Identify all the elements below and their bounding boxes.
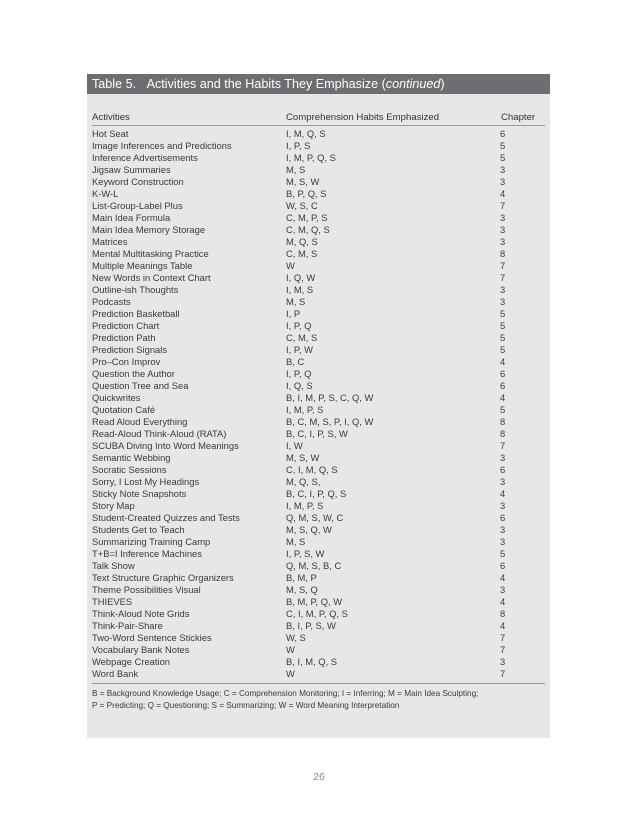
chapter-cell: 8 xyxy=(500,416,506,427)
chapter-cell: 3 xyxy=(500,176,506,187)
chapter-cell: 4 xyxy=(500,392,506,403)
chapter-cell: 4 xyxy=(500,188,506,199)
chapter-cell: 4 xyxy=(500,620,506,631)
table-row xyxy=(92,380,545,392)
table-row xyxy=(92,656,545,668)
chapter-cell: 5 xyxy=(500,140,506,151)
chapter-cell: 7 xyxy=(500,632,506,643)
habits-cell: B, C xyxy=(286,356,305,367)
table-row xyxy=(92,128,545,140)
habits-cell: M, S xyxy=(286,164,306,175)
habits-cell: B, C, I, P, S, W xyxy=(286,428,348,439)
table-row xyxy=(92,164,545,176)
activity-cell: Quickwrites xyxy=(92,392,141,403)
table-row xyxy=(92,248,545,260)
chapter-cell: 7 xyxy=(500,644,506,655)
activity-cell: Talk Show xyxy=(92,560,135,571)
table-row xyxy=(92,356,545,368)
habits-cell: I, M, P, S xyxy=(286,500,324,511)
habits-cell: I, M, Q, S xyxy=(286,128,326,139)
chapter-cell: 8 xyxy=(500,608,506,619)
chapter-cell: 3 xyxy=(500,284,506,295)
habits-cell: M, S, W xyxy=(286,452,320,463)
habits-cell: I, M, P, Q, S xyxy=(286,152,336,163)
chapter-cell: 8 xyxy=(500,248,506,259)
habits-cell: W xyxy=(286,668,295,679)
table-row xyxy=(92,452,545,464)
habits-cell: I, P, S, W xyxy=(286,548,325,559)
table-legend xyxy=(92,688,547,712)
chapter-cell: 6 xyxy=(500,380,506,391)
page-number: 26 xyxy=(313,771,325,783)
activity-cell: Outline-ish Thoughts xyxy=(92,284,179,295)
habits-cell: B, M, P, Q, W xyxy=(286,596,343,607)
chapter-cell: 5 xyxy=(500,404,506,415)
activity-cell: Students Get to Teach xyxy=(92,524,185,535)
activity-cell: K-W-L xyxy=(92,188,119,199)
table-row xyxy=(92,404,545,416)
habits-cell: I, Q, S xyxy=(286,380,313,391)
table-row xyxy=(92,608,545,620)
habits-cell: I, P, Q xyxy=(286,320,312,331)
habits-cell: B, C, M, S, P, I, Q, W xyxy=(286,416,374,427)
table-row xyxy=(92,152,545,164)
table-row xyxy=(92,512,545,524)
habits-cell: C, M, S xyxy=(286,332,318,343)
activity-cell: Semantic Webbing xyxy=(92,452,171,463)
habits-cell: I, Q, W xyxy=(286,272,316,283)
table-row xyxy=(92,332,545,344)
activity-cell: List-Group-Label Plus xyxy=(92,200,183,211)
activity-cell: T+B=I Inference Machines xyxy=(92,548,202,559)
chapter-cell: 3 xyxy=(500,656,506,667)
habits-cell: M, S xyxy=(286,536,306,547)
table-continued: continued xyxy=(385,77,441,91)
table-row xyxy=(92,476,545,488)
habits-cell: W xyxy=(286,260,295,271)
habits-cell: C, I, M, Q, S xyxy=(286,464,338,475)
table-label: Table 5. xyxy=(92,77,137,91)
habits-cell: I, M, P, S xyxy=(286,404,324,415)
activity-cell: Mental Multitasking Practice xyxy=(92,248,209,259)
header-habits: Comprehension Habits Emphasized xyxy=(286,112,440,123)
activity-cell: Main Idea Memory Storage xyxy=(92,224,206,235)
chapter-cell: 7 xyxy=(500,440,506,451)
habits-cell: C, M, S xyxy=(286,248,318,259)
chapter-cell: 3 xyxy=(500,524,506,535)
habits-cell: I, P xyxy=(286,308,301,319)
habits-cell: I, P, W xyxy=(286,344,313,355)
table-row xyxy=(92,584,545,596)
activity-cell: Hot Seat xyxy=(92,128,129,139)
activity-cell: Read-Aloud Think-Aloud (RATA) xyxy=(92,428,227,439)
activity-cell: New Words in Context Chart xyxy=(92,272,211,283)
habits-cell: B, I, P, S, W xyxy=(286,620,336,631)
chapter-cell: 3 xyxy=(500,212,506,223)
table-panel xyxy=(87,74,550,738)
activity-cell: Think-Aloud Note Grids xyxy=(92,608,190,619)
table-row xyxy=(92,344,545,356)
activity-cell: Inference Advertisements xyxy=(92,152,198,163)
habits-cell: B, I, M, Q, S xyxy=(286,656,338,667)
activity-cell: Keyword Construction xyxy=(92,176,184,187)
table-row xyxy=(92,368,545,380)
chapter-cell: 6 xyxy=(500,560,506,571)
chapter-cell: 4 xyxy=(500,488,506,499)
habits-cell: I, M, S xyxy=(286,284,314,295)
table-row xyxy=(92,236,545,248)
habits-cell: M, S, Q, W xyxy=(286,524,332,535)
habits-cell: M, Q, S, xyxy=(286,476,321,487)
habits-cell: M, S, W xyxy=(286,176,320,187)
activity-cell: Prediction Signals xyxy=(92,344,168,355)
activity-cell: Two-Word Sentence Stickies xyxy=(92,632,212,643)
habits-cell: Q, M, S, B, C xyxy=(286,560,342,571)
table-row xyxy=(92,308,545,320)
table-row xyxy=(92,644,545,656)
activity-cell: Read Aloud Everything xyxy=(92,416,188,427)
habits-cell: W, S, C xyxy=(286,200,318,211)
chapter-cell: 6 xyxy=(500,368,506,379)
table-row xyxy=(92,560,545,572)
habits-cell: I, P, S xyxy=(286,140,311,151)
table-row xyxy=(92,224,545,236)
activity-cell: Theme Possibilities Visual xyxy=(92,584,201,595)
table-row xyxy=(92,272,545,284)
table-row xyxy=(92,188,545,200)
activity-cell: Think-Pair-Share xyxy=(92,620,163,631)
activity-cell: Podcasts xyxy=(92,296,131,307)
habits-cell: W, S xyxy=(286,632,306,643)
activity-cell: Sticky Note Snapshots xyxy=(92,488,187,499)
activity-cell: Prediction Chart xyxy=(92,320,160,331)
chapter-cell: 5 xyxy=(500,320,506,331)
habits-cell: I, W xyxy=(286,440,303,451)
activity-cell: Word Bank xyxy=(92,668,139,679)
activity-cell: Text Structure Graphic Organizers xyxy=(92,572,234,583)
table-row xyxy=(92,668,545,680)
chapter-cell: 3 xyxy=(500,536,506,547)
activity-cell: THIEVES xyxy=(92,596,133,607)
table-body xyxy=(92,128,545,680)
habits-cell: Q, M, S, W, C xyxy=(286,512,344,523)
habits-cell: M, S xyxy=(286,296,306,307)
table-row xyxy=(92,416,545,428)
chapter-cell: 3 xyxy=(500,500,506,511)
activity-cell: Main Idea Formula xyxy=(92,212,171,223)
table-row xyxy=(92,548,545,560)
chapter-cell: 7 xyxy=(500,260,506,271)
habits-cell: B, C, I, P, Q, S xyxy=(286,488,347,499)
activity-cell: Summarizing Training Camp xyxy=(92,536,211,547)
habits-cell: C, I, M, P, Q, S xyxy=(286,608,348,619)
table-row xyxy=(92,596,545,608)
activity-cell: Prediction Basketball xyxy=(92,308,180,319)
habits-cell: C, M, P, S xyxy=(286,212,328,223)
chapter-cell: 5 xyxy=(500,548,506,559)
activity-cell: Question the Author xyxy=(92,368,175,379)
table-title-bar: Table 5. Activities and the Habits They Emphasize (continued) xyxy=(87,74,550,94)
habits-cell: I, P, Q xyxy=(286,368,312,379)
table-row xyxy=(92,320,545,332)
habits-cell: B, P, Q, S xyxy=(286,188,327,199)
habits-cell: W xyxy=(286,644,295,655)
chapter-cell: 4 xyxy=(500,356,506,367)
table-row xyxy=(92,140,545,152)
activity-cell: Student-Created Quizzes and Tests xyxy=(92,512,240,523)
chapter-cell: 5 xyxy=(500,332,506,343)
header-divider xyxy=(92,125,545,126)
chapter-cell: 5 xyxy=(500,152,506,163)
table-row xyxy=(92,464,545,476)
chapter-cell: 7 xyxy=(500,668,506,679)
activity-cell: Sorry, I Lost My Headings xyxy=(92,476,200,487)
habits-cell: B, M, P xyxy=(286,572,317,583)
chapter-cell: 7 xyxy=(500,200,506,211)
chapter-cell: 3 xyxy=(500,584,506,595)
chapter-cell: 3 xyxy=(500,224,506,235)
habits-cell: M, S, Q xyxy=(286,584,318,595)
table-header-row xyxy=(92,111,545,125)
chapter-cell: 6 xyxy=(500,512,506,523)
legend-divider xyxy=(92,683,545,684)
table-row xyxy=(92,260,545,272)
activity-cell: Multiple Meanings Table xyxy=(92,260,193,271)
table-title: Activities and the Habits They Emphasize xyxy=(146,77,379,91)
activity-cell: Quotation Café xyxy=(92,404,156,415)
header-chapter: Chapter xyxy=(501,112,536,123)
chapter-cell: 4 xyxy=(500,596,506,607)
table-row xyxy=(92,536,545,548)
table-row xyxy=(92,212,545,224)
activity-cell: Pro–Con Improv xyxy=(92,356,161,367)
table-row xyxy=(92,392,545,404)
activity-cell: Image Inferences and Predictions xyxy=(92,140,232,151)
chapter-cell: 7 xyxy=(500,272,506,283)
chapter-cell: 6 xyxy=(500,464,506,475)
chapter-cell: 3 xyxy=(500,236,506,247)
activity-cell: Socratic Sessions xyxy=(92,464,167,475)
table-row xyxy=(92,488,545,500)
activity-cell: Story Map xyxy=(92,500,135,511)
header-activities: Activities xyxy=(92,112,130,123)
chapter-cell: 3 xyxy=(500,296,506,307)
activity-cell: Prediction Path xyxy=(92,332,156,343)
activity-cell: Question Tree and Sea xyxy=(92,380,189,391)
activity-cell: SCUBA Diving Into Word Meanings xyxy=(92,440,239,451)
chapter-cell: 4 xyxy=(500,572,506,583)
chapter-cell: 8 xyxy=(500,428,506,439)
table-row xyxy=(92,296,545,308)
habits-cell: C, M, Q, S xyxy=(286,224,330,235)
table-row xyxy=(92,176,545,188)
chapter-cell: 6 xyxy=(500,128,506,139)
chapter-cell: 3 xyxy=(500,164,506,175)
table-row xyxy=(92,428,545,440)
table-row xyxy=(92,500,545,512)
legend-line: P = Predicting; Q = Questioning; S = Summarizing; W = Word Meaning Interpretation xyxy=(92,701,400,710)
activity-cell: Webpage Creation xyxy=(92,656,171,667)
activity-cell: Vocabulary Bank Notes xyxy=(92,644,190,655)
legend-line: B = Background Knowledge Usage; C = Comprehension Monitoring; I = Inferring; M = Main Idea Sculpting; xyxy=(92,689,479,698)
chapter-cell: 3 xyxy=(500,476,506,487)
chapter-cell: 5 xyxy=(500,344,506,355)
habits-cell: M, Q, S xyxy=(286,236,318,247)
activity-cell: Matrices xyxy=(92,236,128,247)
table-row xyxy=(92,632,545,644)
table-row xyxy=(92,440,545,452)
habits-cell: B, I, M, P, S, C, Q, W xyxy=(286,392,374,403)
chapter-cell: 3 xyxy=(500,452,506,463)
table-row xyxy=(92,572,545,584)
table-row xyxy=(92,620,545,632)
chapter-cell: 5 xyxy=(500,308,506,319)
table-row xyxy=(92,284,545,296)
table-row xyxy=(92,524,545,536)
table-row xyxy=(92,200,545,212)
activity-cell: Jigsaw Summaries xyxy=(92,164,171,175)
